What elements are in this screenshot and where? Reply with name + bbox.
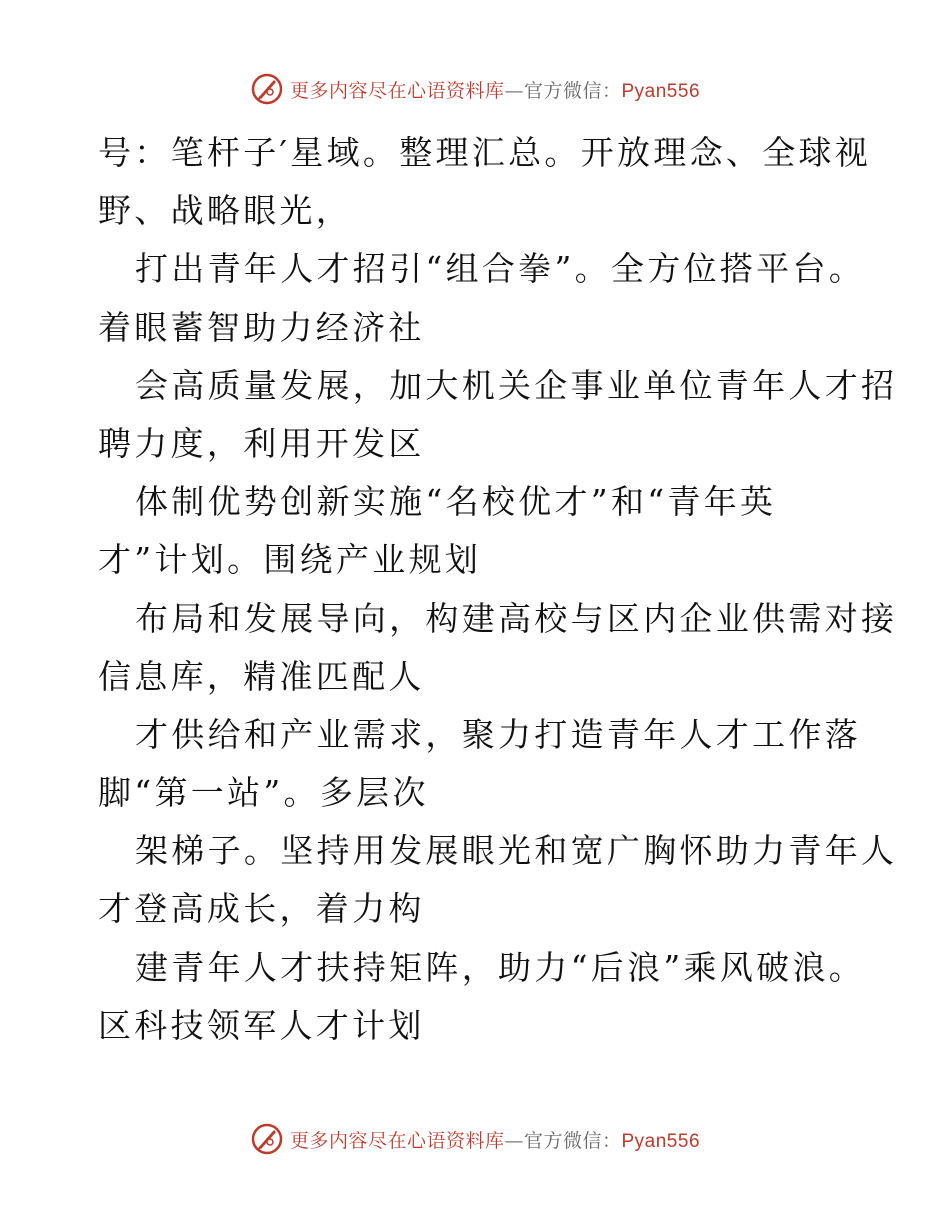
watermark-text — [290, 76, 700, 103]
text-line: 聘力度，利用开发区 — [98, 423, 425, 463]
document-body — [98, 124, 898, 1055]
watermark-text — [290, 1126, 700, 1153]
text-line: 会高质量发展，加大机关企事业单位青年人才招 — [135, 365, 898, 405]
text-line: 才供给和产业需求，聚力打造青年人才工作落 — [135, 714, 861, 754]
text-line: 才登高成长，着力构 — [98, 889, 425, 929]
text-line: 脚“第一站”。多层次 — [98, 773, 429, 813]
text-line: 才”计划。围绕产业规划 — [98, 540, 482, 580]
text-line: 着眼蓄智助力经济社 — [98, 307, 425, 347]
watermark-dash: — — [504, 1129, 524, 1152]
watermark-wechat-id: Pyan556 — [621, 1130, 701, 1152]
text-line: 打出青年人才招引“组合拳”。全方位搭平台。 — [135, 249, 866, 289]
footer-watermark — [0, 1122, 950, 1156]
text-line: 体制优势创新实施“名校优才”和“青年英 — [135, 482, 777, 522]
quill-logo-icon — [250, 72, 284, 106]
text-line: 野、战略眼光， — [98, 191, 353, 231]
text-line: 架梯子。坚持用发展眼光和宽广胸怀助力青年人 — [135, 831, 898, 871]
watermark-wechat-label: 官方微信： — [523, 1129, 622, 1152]
text-line: 建青年人才扶持矩阵，助力“后浪”乘风破浪。 — [135, 947, 866, 987]
watermark-site: 更多内容尽在心语资料库 — [289, 79, 505, 102]
text-line: 信息库，精准匹配人 — [98, 656, 425, 696]
text-line: 区科技领军人才计划 — [98, 1005, 425, 1045]
quill-logo-icon — [250, 1122, 284, 1156]
text-line: 号：笔杆子′星域。整理汇总。开放理念、全球视 — [98, 133, 872, 172]
watermark-wechat-label: 官方微信： — [523, 79, 622, 102]
text-line: 布局和发展导向，构建高校与区内企业供需对接 — [135, 598, 898, 638]
header-watermark — [0, 72, 950, 106]
watermark-site: 更多内容尽在心语资料库 — [289, 1129, 505, 1152]
watermark-dash: — — [504, 79, 524, 102]
watermark-wechat-id: Pyan556 — [621, 80, 701, 102]
